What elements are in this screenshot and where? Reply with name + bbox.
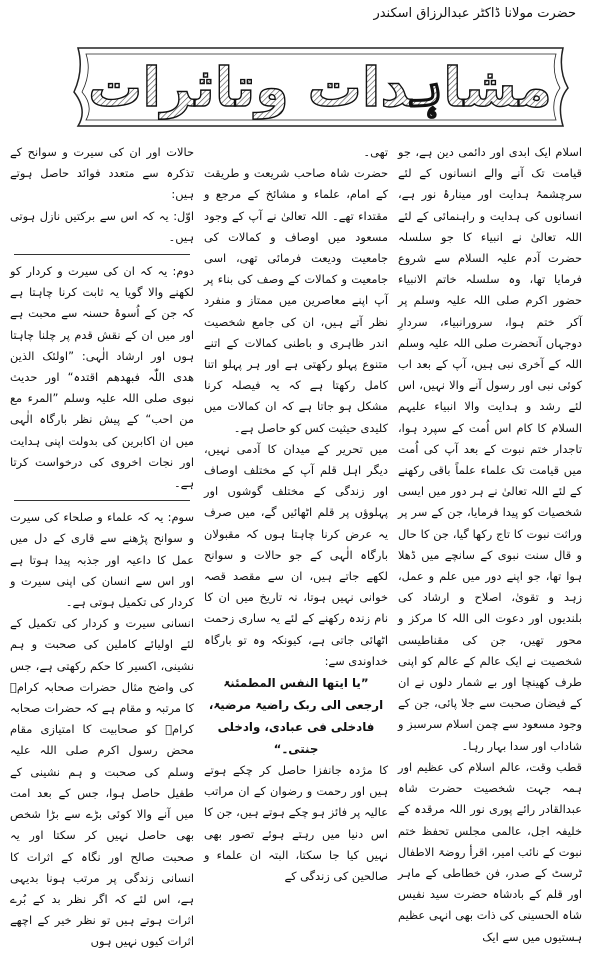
verse-line: جنتی۔“	[273, 742, 319, 757]
page-title: مشاہدات وتاثرات	[88, 56, 552, 119]
column-right	[398, 142, 582, 944]
verse-line: ”یا ایتھا النفس المطمئنۃ	[223, 676, 369, 691]
paragraph: حضرت شاہ صاحب شریعت و طریقت کے امام، علماء و مشائخ کے مرجع و مقتداء تھے۔ اللہ تعالیٰ نے آپ کے وجود مسعود میں اوصاف و کمالات کی جامعیت ودیعت فرمائی تھی، اسی جامعیت و کمالات کے وصف کی بناء پر آپ اپنے معاصرین میں ممتاز و منفرد نظر آتے ہیں، ان کی جامع شخصیت اندر ظاہری و باطنی کمالات کے اتنے متنوع پہلو رکھتی ہے اور ہر پہلو اتنا کامل رکھتا ہے کہ یہ فیصلہ کرنا مشکل ہو جاتا ہے کہ ان کمالات میں کلیدی حیثیت کس کو حاصل ہے۔	[204, 166, 388, 435]
paragraph: کا مژدہ جانفزا حاصل کر چکے ہوتے ہیں اور رحمت و رضوان کے ان مراتب عالیہ پر فائز ہو چکے ہوتے ہیں، جن کا اس دنیا میں رہتے ہوئے تصور بھی نہیں کیا جا سکتا، البتہ ان علماء و صالحین کی زندگی کے	[204, 763, 388, 884]
paragraph: حالات اور ان کی سیرت و سوانح کے تذکرہ سے متعدد فوائد حاصل ہوتے ہیں:	[10, 145, 194, 202]
paragraph: سوم: یہ کہ علماء و صلحاء کی سیرت و سوانح پڑھنے سے قاری کے دل میں عمل کا داعیہ اور جذبہ پیدا ہوتا ہے اور اس سے انسان کی اپنی سیرت و کردار کی تکمیل ہوتی ہے۔	[10, 510, 194, 610]
paragraph: اسلام ایک ابدی اور دائمی دین ہے، جو قیامت تک آنے والے انسانوں کے لئے سرچشمۂ ہدایت اور مینارۂ نور ہے، انسانوں کی ہدایت و راہنمائی کے لئے اللہ تعالیٰ نے انبیاء کا جو سلسلہ حضرت آدم علیہ السلام سے شروع فرمایا تھا، وہ سلسلہ خاتم الانبیاء حضور اکرم صلی اللہ علیہ وسلم پر آکر ختم ہوا، سرورانبیاء، سردارِ دوجہاں آنحضرت صلی اللہ علیہ وسلم اللہ کے آخری نبی ہیں، آپ کے بعد اب کوئی نبی اور رسول آنے والا نہیں، اس لئے رشد و ہدایت والا انبیاء علیہم السلام کا کام اس اُمت کے سپرد ہوا، تاجدار ختم نبوت کے بعد آپ کی اُمت میں قیامت تک علماء علماً باقی رکھنے کے لئے اللہ تعالیٰ نے ہر دور میں ایسی شخصیات کو پیدا فرمایا، جن کے سر پر وراثت نبوت کا تاج رکھا گیا، جن کا حال و قال سنت نبوی کے سانچے میں ڈھلا ہوا تھا، جو اپنے دور میں علم و عمل، زہد و تقویٰ، اصلاح و ارشاد کی بلندیوں اور دعوت الی اللہ کا مرکز و محور تھیں، جن کی مقناطیسی شخصیت نے ایک عالم کے عالم کو اپنی طرف کھینچا اور بے شمار دلوں نے ان کے فیضان صحبت سے جلا پائی، جن کے وجود مسعود سے چمن اسلام سرسبز و شاداب اور سدا بہار رہا۔	[398, 145, 582, 753]
article-columns	[10, 142, 582, 949]
paragraph: تھی۔	[363, 145, 388, 159]
quran-verse	[204, 672, 388, 760]
column-left	[10, 142, 194, 949]
title-calligraphy	[58, 40, 578, 135]
author-byline: حضرت مولانا ڈاکٹر عبدالرزاق اسکندر	[373, 6, 576, 21]
paragraph: میں تحریر کے میدان کا آدمی نہیں، دیگر اہل قلم آپ کے مختلف اوصاف اور زندگی کے مختلف گوشوں اور پہلوؤں پر قلم اٹھائیں گے، میں صرف یہ عرض کرنا چاہتا ہوں کہ مقبولان بارگاہ الٰہی کے جو حالات و سوانح لکھے جاتے ہیں، ان سے مقصد قصہ خوانی نہیں ہوتا، نہ تاریخ میں ان کا نام زندہ رکھنے کے لئے یہ ساری زحمت اٹھائی جاتی ہے، کیونکہ وہ تو بارگاہ خداوندی سے:	[204, 441, 388, 668]
verse-line: ارجعی الی ربک راضیۃ مرضیۃ،	[208, 698, 384, 713]
divider	[14, 254, 190, 255]
column-middle	[204, 142, 388, 884]
paragraph: اوّل: یہ کہ اس سے برکتیں نازل ہوتی ہیں۔	[10, 208, 194, 244]
paragraph: دوم: یہ کہ ان کی سیرت و کردار کو لکھنے والا گویا یہ ثابت کرنا چاہتا ہے کہ جن کے اُسوۂ حسنہ سے محبت ہے اور میں ان کے نقش قدم پر چلنا چاہتا ہوں اور ارشاد الٰہی: ”اولئک الذین ھدی اللّٰہ فبھدھم اقتدہ“ اور حدیث نبوی صلی اللہ علیہ وسلم ”المرء مع من احب“ کے پیش نظر بارگاہ الٰہی میں ان اکابرین کی بدولت اپنی ہدایت اور نجات اخروی کی درخواست کرتا ہے۔	[10, 264, 194, 491]
title-banner	[58, 40, 578, 135]
divider	[14, 500, 190, 501]
paragraph: انسانی سیرت و کردار کی تکمیل کے لئے اولیائے کاملین کی صحبت و ہم نشینی، اکسیر کا حکم رکھتی ہے، جس کی واضح مثال حضرات صحابہ کرامؓ کا مرتبہ و مقام ہے کہ حضرات صحابہ کرامؓ کو صحابیت کا امتیازی مقام محض رسول اکرم صلی اللہ علیہ وسلم کی صحبت و ہم نشینی کے طفیل حاصل ہوا، جس کے بعد امت میں آنے والا کوئی بڑے سے بڑا شخص بھی حاصل نہیں کر سکتا اور یہ صحبت صالح اور نگاہ کے اثرات کا انسانی زندگی پر مرتب ہونا بدیہی ہے، اس لئے کہ اگر نظر بد کے بُرے اثرات ہوتے ہیں تو نظر خیر کے اچھے اثرات کیوں نہیں ہوں	[10, 616, 194, 949]
paragraph: قطب وقت، عالم اسلام کی عظیم اور ہمہ جہت شخصیت حضرت شاہ عبدالقادر رائے پوری نور اللہ مرقدہ کے خلیفہ اجل، عالمی مجلس تحفظ ختم نبوت کے نائب امیر، اقرأ روضۃ الاطفال ٹرسٹ کے صدر، فن خطاطی کے ماہر اور قلم کے بادشاہ حضرت سید نفیس شاہ الحسینی کی ذات بھی انہی عظیم ہستیوں میں سے ایک	[398, 759, 582, 944]
verse-line: فادخلی فی عبادی، وادخلی	[217, 720, 375, 735]
